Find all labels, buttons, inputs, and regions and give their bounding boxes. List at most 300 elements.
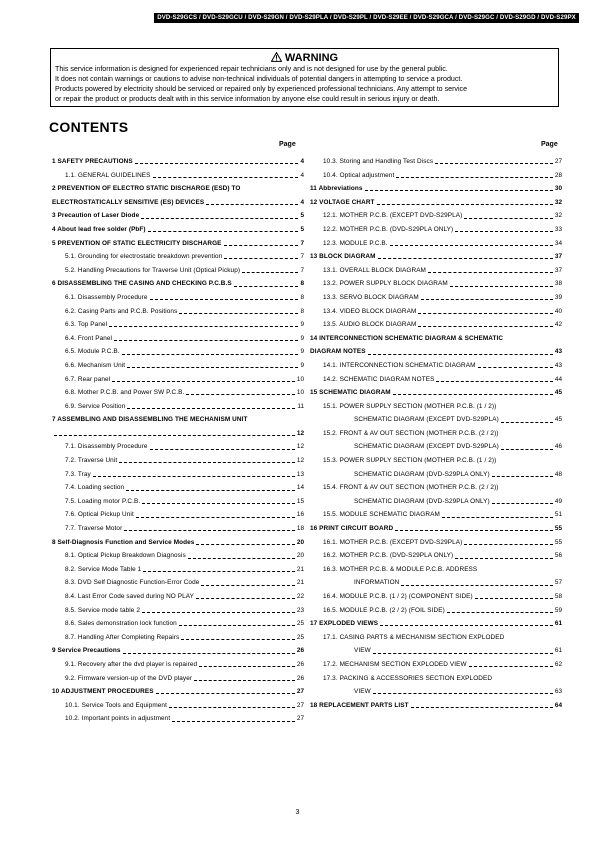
toc-entry[interactable] <box>310 196 562 210</box>
toc-leader-dots <box>142 612 295 613</box>
toc-entry[interactable] <box>310 536 562 550</box>
toc-leader-dots <box>196 544 294 545</box>
toc-entry-page: 21 <box>296 579 304 587</box>
toc-entry[interactable] <box>310 454 562 468</box>
toc-entry[interactable] <box>52 604 304 618</box>
toc-entry[interactable] <box>310 658 562 672</box>
toc-leader-dots <box>122 354 299 355</box>
toc-entry-page: 23 <box>296 606 304 614</box>
toc-entry-title: 12 VOLTAGE CHART <box>310 198 375 206</box>
toc-entry-page: 43 <box>554 361 562 369</box>
toc-entry-title: 13 BLOCK DIAGRAM <box>310 253 376 261</box>
toc-entry-page: 9 <box>300 361 304 369</box>
toc-entry-title: 6.8. Mother P.C.B. and Power SW P.C.B. <box>65 389 185 397</box>
toc-entry-title: 16.4. MODULE P.C.B. (1 / 2) (COMPONENT SIDE) <box>323 593 473 600</box>
toc-leader-dots <box>373 693 553 694</box>
toc-leader-dots <box>199 666 295 667</box>
toc-entry[interactable] <box>310 400 562 414</box>
toc-entry[interactable] <box>310 481 562 495</box>
toc-entry-title: 6.7. Rear panel <box>65 375 111 383</box>
toc-entry-title: 5.1. Grounding for electrostatic breakdown prevention <box>65 253 223 261</box>
toc-entry[interactable] <box>310 590 562 604</box>
toc-entry[interactable] <box>52 440 304 454</box>
toc-entry[interactable] <box>52 685 304 699</box>
toc-entry-page: 9 <box>300 348 304 356</box>
toc-entry-title: DIAGRAM NOTES <box>310 348 366 356</box>
toc-entry[interactable] <box>52 617 304 631</box>
warning-line: It does not contain warnings or cautions to advise non-technical individuals of potential dangers in attempting to service a product. <box>55 75 463 83</box>
toc-entry-title: 16.3. MOTHER P.C.B. & MODULE P.C.B. ADDRESS <box>323 565 478 573</box>
toc-entry-title: 5 PREVENTION OF STATIC ELECTRICITY DISCHARGE <box>52 239 222 247</box>
toc-entry-title: 6.4. Front Panel <box>65 334 113 342</box>
toc-entry-page: 51 <box>554 511 562 519</box>
toc-leader-dots <box>378 258 553 259</box>
toc-entry[interactable] <box>310 291 562 305</box>
toc-leader-dots <box>418 313 552 314</box>
toc-entry-title: 15.5. MODULE SCHEMATIC DIAGRAM <box>323 511 440 519</box>
toc-entry[interactable] <box>310 699 562 713</box>
toc-entry[interactable] <box>310 440 562 454</box>
toc-entry[interactable] <box>52 508 304 522</box>
toc-leader-dots <box>234 286 299 287</box>
toc-entry[interactable] <box>52 563 304 577</box>
toc-entry-title: 17.3. PACKING & ACCESSORIES SECTION EXPLODED <box>323 674 493 682</box>
toc-entry[interactable] <box>310 522 562 536</box>
toc-leader-dots <box>224 245 299 246</box>
toc-leader-dots <box>411 707 553 708</box>
toc-entry[interactable] <box>52 386 304 400</box>
toc-leader-dots <box>127 367 298 368</box>
toc-entry-title: 7.2. Traverse Unit <box>65 457 118 465</box>
toc-leader-dots <box>156 693 295 694</box>
toc-leader-dots <box>142 503 295 504</box>
toc-entry[interactable] <box>52 468 304 482</box>
toc-entry-page: 13 <box>296 470 304 478</box>
toc-entry-title: SCHEMATIC DIAGRAM (DVD-S29PLA ONLY) <box>354 497 490 505</box>
toc-entry-page: 34 <box>554 239 562 247</box>
toc-entry-page: 26 <box>296 674 304 682</box>
toc-leader-dots <box>181 639 295 640</box>
toc-entry[interactable] <box>310 169 562 183</box>
toc-entry-page: 21 <box>296 565 304 573</box>
toc-entry-title: 7.5. Loading motor P.C.B. <box>65 497 141 505</box>
toc-entry-title: 1.1. GENERAL GUIDELINES <box>65 171 151 179</box>
toc-entry[interactable] <box>52 427 304 441</box>
toc-leader-dots <box>123 653 295 654</box>
toc-leader-dots <box>464 544 553 545</box>
toc-leader-dots <box>435 163 553 164</box>
toc-entry[interactable] <box>52 712 304 726</box>
toc-leader-dots <box>475 598 553 599</box>
toc-entry[interactable] <box>310 468 562 482</box>
toc-entry-page: 27 <box>296 701 304 709</box>
toc-entry[interactable] <box>52 209 304 223</box>
toc-entry[interactable] <box>310 223 562 237</box>
toc-entry-title: 16.2. MOTHER P.C.B. (DVD-S29PLA ONLY) <box>323 552 454 560</box>
toc-entry[interactable] <box>52 454 304 468</box>
toc-leader-dots <box>469 666 553 667</box>
page-column-label-right: Page <box>541 141 558 148</box>
toc-entry-title: 15.1. POWER SUPPLY SECTION (MOTHER P.C.B. (1 / 2)) <box>323 402 497 410</box>
toc-leader-dots <box>396 177 553 178</box>
toc-leader-dots <box>450 286 553 287</box>
toc-entry[interactable] <box>310 182 562 196</box>
toc-entry-page: 63 <box>554 688 562 696</box>
toc-leader-dots <box>365 190 553 191</box>
toc-entry-page: 48 <box>554 470 562 478</box>
toc-entry-title: 6.3. Top Panel <box>65 321 108 329</box>
toc-entry-page: 57 <box>554 579 562 587</box>
toc-entry-title: 16.1. MOTHER P.C.B. (EXCEPT DVD-S29PLA) <box>323 538 463 546</box>
toc-entry-title: 10.4. Optical adjustment <box>323 171 395 179</box>
toc-entry[interactable] <box>52 277 304 291</box>
toc-entry-title: 18 REPLACEMENT PARTS LIST <box>310 701 409 709</box>
toc-entry-title: 17.2. MECHANISM SECTION EXPLODED VIEW <box>323 660 467 668</box>
toc-entry-title: 10 ADJUSTMENT PROCEDURES <box>52 688 154 696</box>
toc-entry-page: 25 <box>296 633 304 641</box>
toc-entry-page: 14 <box>296 484 304 492</box>
toc-entry-page: 8 <box>300 280 304 288</box>
toc-entry[interactable] <box>52 699 304 713</box>
toc-entry[interactable] <box>310 155 562 169</box>
toc-entry[interactable] <box>52 318 304 332</box>
toc-leader-dots <box>124 530 295 531</box>
toc-leader-dots <box>126 490 295 491</box>
toc-entry-page: 39 <box>554 293 562 301</box>
warning-line: or repair the product or products dealt with in this service information by anyone else could result in serious injury or death. <box>55 95 440 103</box>
toc-entry-title: 4 About lead free solder (PbF) <box>52 225 146 233</box>
toc-entry[interactable] <box>52 481 304 495</box>
toc-entry-title: 8.4. Last Error Code saved during NO PLAY <box>65 593 195 600</box>
toc-entry[interactable] <box>52 291 304 305</box>
toc-entry-title: 13.2. POWER SUPPLY BLOCK DIAGRAM <box>323 280 448 288</box>
toc-leader-dots <box>377 204 553 205</box>
toc-entry-page: 42 <box>554 321 562 329</box>
toc-entry[interactable] <box>52 536 304 550</box>
toc-entry[interactable] <box>52 237 304 251</box>
toc-entry-title: 12.2. MOTHER P.C.B. (DVD-S29PLA ONLY) <box>323 225 454 233</box>
toc-entry[interactable] <box>310 672 562 686</box>
toc-entry[interactable] <box>52 413 304 427</box>
toc-entry-page: 27 <box>554 158 562 165</box>
toc-entry-title: 7.4. Loading section <box>65 484 125 492</box>
toc-entry-title: 9.2. Firmware version-up of the DVD player <box>65 674 193 682</box>
toc-entry-title: 10.2. Important points in adjustment <box>65 715 171 723</box>
toc-entry-page: 61 <box>554 620 562 628</box>
toc-entry-title: 12.1. MOTHER P.C.B. (EXCEPT DVD-S29PLA) <box>323 212 463 220</box>
toc-entry-title: 2 PREVENTION OF ELECTRO STATIC DISCHARGE (ESD) TO <box>52 185 241 193</box>
toc-leader-dots <box>442 517 553 518</box>
toc-entry-title: 14.2. SCHEMATIC DIAGRAM NOTES <box>323 375 435 383</box>
toc-leader-dots <box>135 163 299 164</box>
toc-leader-dots <box>380 625 553 626</box>
toc-right-column <box>310 155 562 712</box>
toc-entry-title: 11 Abbreviations <box>310 185 363 193</box>
toc-entry[interactable] <box>310 685 562 699</box>
toc-entry-title: 7.6. Optical Pickup Unit <box>65 511 134 519</box>
toc-leader-dots <box>93 476 295 477</box>
toc-entry[interactable] <box>310 508 562 522</box>
toc-leader-dots <box>390 245 553 246</box>
warning-text <box>51 64 558 104</box>
toc-leader-dots <box>143 571 295 572</box>
toc-entry-page: 11 <box>297 402 304 410</box>
toc-entry-title: 6 DISASSEMBLING THE CASING AND CHECKING P.C.B.S <box>52 280 232 288</box>
toc-entry-title: 8.2. Service Mode Table 1 <box>65 565 142 573</box>
toc-entry-page: 8 <box>300 307 304 315</box>
toc-entry[interactable] <box>52 182 304 196</box>
toc-entry[interactable] <box>310 373 562 387</box>
toc-entry[interactable] <box>52 250 304 264</box>
toc-leader-dots <box>492 476 553 477</box>
toc-entry-page: 12 <box>296 457 304 465</box>
toc-entry-page: 20 <box>296 552 304 560</box>
warning-box <box>50 48 559 107</box>
toc-leader-dots <box>464 218 553 219</box>
toc-entry-page: 12 <box>296 443 304 451</box>
toc-entry-title: 8.3. DVD Self Diagnostic Function-Error Code <box>65 579 200 587</box>
toc-entry-page: 8 <box>300 293 304 301</box>
toc-entry-title: 9 Service Precautions <box>52 647 121 655</box>
toc-entry[interactable] <box>310 386 562 400</box>
toc-entry-page: 4 <box>300 158 304 165</box>
toc-entry[interactable] <box>310 332 562 346</box>
toc-entry[interactable] <box>52 400 304 414</box>
toc-entry-title: 6.1. Disassembly Procedure <box>65 293 148 301</box>
toc-leader-dots <box>436 381 552 382</box>
toc-entry-page: 32 <box>554 198 562 206</box>
toc-entry[interactable] <box>310 345 562 359</box>
toc-entry[interactable] <box>310 427 562 441</box>
toc-leader-dots <box>150 449 295 450</box>
toc-entry[interactable] <box>52 305 304 319</box>
toc-entry[interactable] <box>310 617 562 631</box>
toc-entry[interactable] <box>52 196 304 210</box>
toc-entry-page: 18 <box>296 525 304 533</box>
toc-entry[interactable] <box>310 549 562 563</box>
page-number: 3 <box>295 809 300 816</box>
toc-entry-page: 38 <box>554 280 562 288</box>
toc-entry[interactable] <box>52 332 304 346</box>
toc-entry-title: 8 Self-Diagnosis Function and Service Modes <box>52 538 195 546</box>
toc-entry-page: 26 <box>296 647 304 655</box>
toc-entry[interactable] <box>52 590 304 604</box>
toc-entry-page: 10 <box>296 375 304 383</box>
toc-entry[interactable] <box>310 563 562 577</box>
toc-entry[interactable] <box>52 155 304 169</box>
toc-entry-page: 37 <box>554 266 562 274</box>
toc-entry-page: 26 <box>296 660 304 668</box>
toc-entry-page: 58 <box>554 593 562 600</box>
toc-entry-page: 32 <box>554 212 562 220</box>
toc-entry-title: 17 EXPLODED VIEWS <box>310 620 379 628</box>
toc-entry[interactable] <box>52 631 304 645</box>
toc-leader-dots <box>395 530 553 531</box>
toc-entry-title: 16 PRINT CIRCUIT BOARD <box>310 525 394 533</box>
toc-entry-page: 27 <box>296 688 304 696</box>
toc-entry-title: 5.2. Handling Precautions for Traverse Unit (Optical Pickup) <box>65 266 241 274</box>
toc-leader-dots <box>478 367 553 368</box>
toc-entry[interactable] <box>52 373 304 387</box>
toc-leader-dots <box>54 435 295 436</box>
toc-entry-title: 10.1. Service Tools and Equipment <box>65 701 167 709</box>
toc-entry-page: 5 <box>300 212 304 220</box>
toc-leader-dots <box>201 585 294 586</box>
toc-leader-dots <box>188 558 295 559</box>
toc-entry-page: 22 <box>296 593 304 600</box>
toc-entry-title: 13.5. AUDIO BLOCK DIAGRAM <box>323 321 417 329</box>
toc-entry-title: 14.1. INTERCONNECTION SCHEMATIC DIAGRAM <box>323 361 476 369</box>
toc-leader-dots <box>150 299 299 300</box>
toc-entry[interactable] <box>310 413 562 427</box>
toc-entry-page: 45 <box>554 389 562 397</box>
toc-entry[interactable] <box>52 658 304 672</box>
warning-heading <box>51 52 558 64</box>
toc-entry-title: 14 INTERCONNECTION SCHEMATIC DIAGRAM & SCHEMATIC <box>310 334 504 342</box>
toc-entry-page: 7 <box>300 266 304 274</box>
toc-entry[interactable] <box>310 576 562 590</box>
toc-entry-title: 13.4. VIDEO BLOCK DIAGRAM <box>323 307 417 315</box>
toc-entry[interactable] <box>310 359 562 373</box>
toc-entry-page: 28 <box>554 171 562 179</box>
toc-entry-page: 4 <box>300 198 304 206</box>
toc-leader-dots <box>109 326 298 327</box>
toc-entry-page: 55 <box>554 525 562 533</box>
toc-leader-dots <box>136 517 295 518</box>
toc-entry[interactable] <box>310 277 562 291</box>
toc-entry[interactable] <box>52 359 304 373</box>
toc-leader-dots <box>172 721 295 722</box>
toc-entry-title: 13.1. OVERALL BLOCK DIAGRAM <box>323 266 426 274</box>
toc-entry-page: 12 <box>296 429 304 437</box>
toc-entry-title: VIEW <box>354 647 371 655</box>
toc-entry-page: 7 <box>300 253 304 261</box>
toc-entry-page: 27 <box>296 715 304 723</box>
page-column-label-left: Page <box>279 141 296 148</box>
toc-entry-page: 56 <box>554 552 562 560</box>
toc-entry-title: 8.5. Service mode table 2 <box>65 606 140 614</box>
toc-entry[interactable] <box>310 604 562 618</box>
toc-leader-dots <box>127 408 295 409</box>
toc-entry-title: 8.6. Sales demonstration lock function <box>65 620 177 628</box>
toc-entry-title: 13.3. SERVO BLOCK DIAGRAM <box>323 293 419 301</box>
toc-entry[interactable] <box>52 644 304 658</box>
toc-leader-dots <box>119 462 295 463</box>
toc-entry-title: 8.7. Handling After Completing Repairs <box>65 633 180 641</box>
toc-entry-page: 46 <box>554 443 562 451</box>
toc-entry[interactable] <box>310 305 562 319</box>
toc-entry-title: 7 ASSEMBLING AND DISASSEMBLING THE MECHANISM UNIT <box>52 416 248 424</box>
toc-entry-title: 7.7. Traverse Motor <box>65 525 123 533</box>
toc-entry-title: 3 Precaution of Laser Diode <box>52 212 140 220</box>
toc-entry-page: 15 <box>296 497 304 505</box>
toc-leader-dots <box>141 218 298 219</box>
toc-entry[interactable] <box>52 345 304 359</box>
toc-entry[interactable] <box>52 576 304 590</box>
toc-entry[interactable] <box>310 237 562 251</box>
page-title: CONTENTS <box>49 119 129 135</box>
toc-entry-page: 10 <box>296 389 304 397</box>
toc-leader-dots <box>224 258 298 259</box>
toc-leader-dots <box>179 313 298 314</box>
toc-leader-dots <box>455 558 553 559</box>
warning-line: Products powered by electricity should be serviced or repaired only by experienced professional technicians. Any attempt to service <box>55 85 468 93</box>
toc-entry-title: 15.4. FRONT & AV OUT SECTION (MOTHER P.C.B. (2 / 2)) <box>323 484 499 492</box>
toc-leader-dots <box>196 598 295 599</box>
toc-entry[interactable] <box>52 495 304 509</box>
toc-leader-dots <box>148 231 299 232</box>
toc-entry-title: 6.2. Casing Parts and P.C.B. Positions <box>65 307 178 315</box>
toc-entry-title: 16.5. MODULE P.C.B. (2 / 2) (FOIL SIDE) <box>323 606 445 614</box>
toc-leader-dots <box>393 394 553 395</box>
toc-entry-page: 16 <box>296 511 304 519</box>
toc-entry-title: 6.5. Module P.C.B. <box>65 348 120 356</box>
toc-leader-dots <box>428 272 553 273</box>
toc-entry-page: 25 <box>296 620 304 628</box>
toc-entry-page: 33 <box>554 225 562 233</box>
toc-entry[interactable] <box>310 644 562 658</box>
toc-entry-page: 49 <box>554 497 562 505</box>
toc-entry[interactable] <box>52 223 304 237</box>
toc-entry[interactable] <box>310 318 562 332</box>
toc-entry-page: 44 <box>554 375 562 383</box>
toc-entry-title: SCHEMATIC DIAGRAM (EXCEPT DVD-S29PLA) <box>354 416 499 424</box>
toc-entry[interactable] <box>310 264 562 278</box>
toc-entry[interactable] <box>52 169 304 183</box>
toc-entry-title: 1 SAFETY PRECAUTIONS <box>52 158 133 165</box>
warning-triangle-icon <box>271 52 282 62</box>
toc-entry-page: 5 <box>300 225 304 233</box>
toc-leader-dots <box>447 612 553 613</box>
toc-entry-page: 55 <box>554 538 562 546</box>
toc-leader-dots <box>421 299 553 300</box>
toc-entry[interactable] <box>52 522 304 536</box>
toc-entry-page: 9 <box>300 334 304 342</box>
toc-entry[interactable] <box>52 264 304 278</box>
toc-entry[interactable] <box>310 495 562 509</box>
toc-entry-title: 8.1. Optical Pickup Breakdown Diagnosis <box>65 552 186 560</box>
toc-entry[interactable] <box>52 672 304 686</box>
toc-leader-dots <box>112 381 295 382</box>
toc-leader-dots <box>114 340 298 341</box>
toc-entry-page: 43 <box>554 348 562 356</box>
toc-leader-dots <box>418 326 552 327</box>
toc-entry-page: 4 <box>300 171 304 179</box>
toc-entry-title: SCHEMATIC DIAGRAM (EXCEPT DVD-S29PLA) <box>354 443 499 451</box>
toc-entry-page: 37 <box>554 253 562 261</box>
toc-entry-title: INFORMATION <box>354 579 400 587</box>
toc-entry[interactable] <box>310 631 562 645</box>
toc-entry[interactable] <box>310 209 562 223</box>
toc-entry-title: 15.2. FRONT & AV OUT SECTION (MOTHER P.C.B. (2 / 2)) <box>323 429 499 437</box>
toc-leader-dots <box>186 394 295 395</box>
toc-entry-title: 15.3. POWER SUPPLY SECTION (MOTHER P.C.B. (1 / 2)) <box>323 457 497 465</box>
toc-leader-dots <box>194 680 295 681</box>
warning-line: This service information is designed for experienced repair technicians only and is not designed for use by the general public. <box>55 65 448 73</box>
warning-title: WARNING <box>284 52 339 64</box>
toc-entry-page: 9 <box>300 321 304 329</box>
toc-leader-dots <box>455 231 553 232</box>
toc-entry-title: 6.9. Service Position <box>65 402 126 410</box>
toc-leader-dots <box>373 653 553 654</box>
toc-entry-page: 59 <box>554 606 562 614</box>
model-header-bar: DVD-S29GCS / DVD-S29GCU / DVD-S29GN / DVD-S29PLA / DVD-S29PL / DVD-S29EE / DVD-S29GCA / DVD-S29GC / DVD-S29GD / DVD-S29PX <box>154 13 579 23</box>
toc-entry-title: 10.3. Storing and Handling Test Discs <box>323 158 434 165</box>
toc-leader-dots <box>153 177 299 178</box>
toc-entry[interactable] <box>52 549 304 563</box>
toc-entry-page: 64 <box>554 701 562 709</box>
toc-entry[interactable] <box>310 250 562 264</box>
